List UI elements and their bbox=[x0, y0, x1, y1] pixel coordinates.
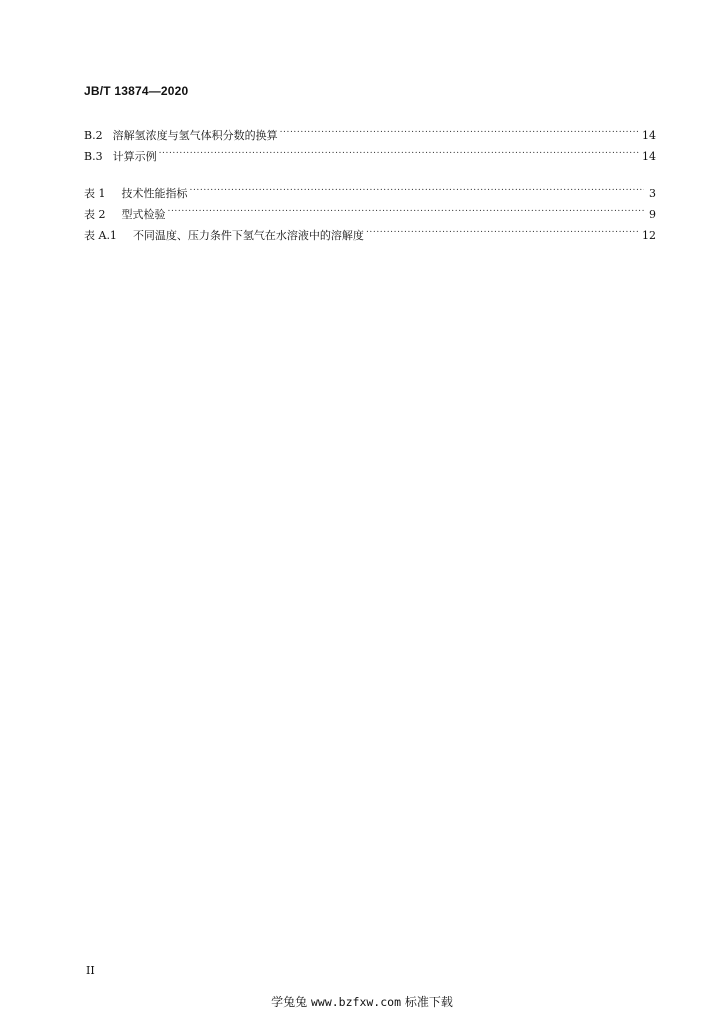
page-number: II bbox=[86, 964, 95, 977]
toc-appendix-sections bbox=[84, 118, 656, 163]
toc-entry-title: 不同温度、压力条件下氢气在水溶液中的溶解度 bbox=[132, 229, 364, 242]
toc-entry-page: 12 bbox=[642, 229, 656, 242]
toc-entry-title: 溶解氢浓度与氢气体积分数的换算 bbox=[112, 129, 278, 142]
toc-entry-title: 型式检验 bbox=[121, 208, 166, 221]
toc-leader-dots bbox=[159, 139, 640, 160]
document-code: JB/T 13874—2020 bbox=[84, 84, 189, 98]
toc-leader-dots bbox=[190, 176, 645, 197]
toc-leader-dots bbox=[168, 197, 645, 218]
toc-entry-number: B.3 bbox=[84, 150, 103, 163]
toc-entry-page: 14 bbox=[642, 129, 656, 142]
toc-entry-number: 表 2 bbox=[84, 208, 106, 221]
toc-entry[interactable] bbox=[84, 218, 656, 242]
toc-table-list bbox=[84, 176, 656, 242]
toc-entry-number: 表 A.1 bbox=[84, 229, 117, 242]
toc-entry[interactable] bbox=[84, 118, 656, 142]
toc-leader-dots bbox=[366, 218, 640, 239]
toc-entry[interactable] bbox=[84, 139, 656, 163]
toc-entry-page: 3 bbox=[649, 187, 656, 200]
footer-tagline: 标准下载 bbox=[404, 995, 453, 1009]
toc-entry[interactable] bbox=[84, 176, 656, 200]
footer-watermark bbox=[0, 993, 724, 1010]
toc-entry-number: 表 1 bbox=[84, 187, 106, 200]
toc-entry-number: B.2 bbox=[84, 129, 103, 142]
toc-entry[interactable] bbox=[84, 197, 656, 221]
footer-site-link[interactable]: www.bzfxw.com bbox=[310, 995, 401, 1009]
footer-brand: 学兔兔 bbox=[271, 995, 308, 1009]
toc-leader-dots bbox=[280, 118, 640, 139]
toc-entry-page: 9 bbox=[649, 208, 656, 221]
toc-entry-title: 计算示例 bbox=[112, 150, 157, 163]
toc-entry-page: 14 bbox=[642, 150, 656, 163]
toc-entry-title: 技术性能指标 bbox=[121, 187, 188, 200]
